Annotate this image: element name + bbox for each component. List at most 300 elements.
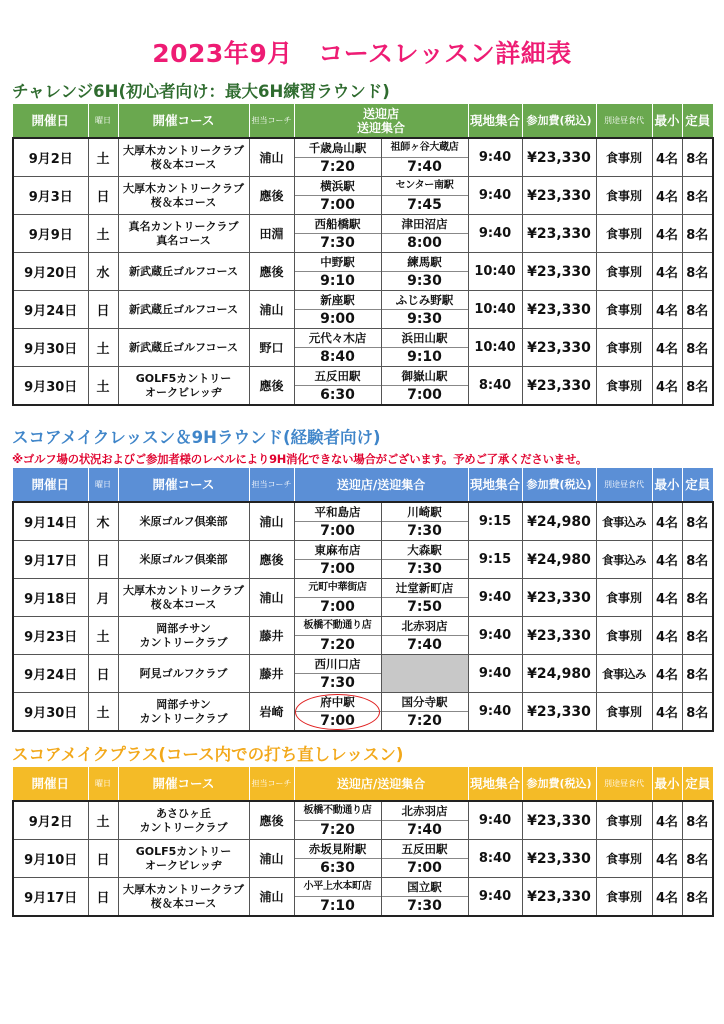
header-min: 最小 [652, 104, 682, 138]
table-row [13, 878, 713, 917]
capacity: 8名 [682, 367, 713, 406]
pickup-station: 祖師ヶ谷大蔵店 [382, 139, 468, 158]
coach-name: 浦山 [249, 502, 294, 541]
capacity: 8名 [682, 502, 713, 541]
header-fee: 参加費(税込) [522, 767, 596, 801]
header-day: 曜日 [88, 468, 118, 502]
pickup-2 [381, 329, 468, 367]
coach-name: 應後 [249, 253, 294, 291]
table-row [13, 541, 713, 579]
event-date: 9月20日 [13, 253, 88, 291]
fee: ¥24,980 [522, 541, 596, 579]
pickup-time: 7:30 [407, 523, 442, 539]
capacity: 8名 [682, 693, 713, 732]
weekday: 土 [88, 215, 118, 253]
header-meet: 現地集合 [468, 468, 522, 502]
meal-note: 食事別 [596, 878, 652, 917]
pickup-time: 7:10 [320, 898, 355, 914]
pickup-station: 西川口店 [295, 655, 381, 674]
meet-time: 9:40 [468, 693, 522, 732]
pickup-station: 国分寺駅 [382, 693, 468, 712]
pickup-stack [295, 802, 381, 839]
course-line2: 桜＆本コース [150, 896, 217, 910]
pickup-stack [382, 253, 468, 290]
coach-name: 野口 [249, 329, 294, 367]
weekday: 土 [88, 801, 118, 840]
pickup-station: 国立駅 [382, 878, 468, 897]
schedule-table [12, 104, 714, 406]
course-line2: オークビレッヂ [145, 858, 222, 872]
pickup-station: 辻堂新町店 [382, 579, 468, 598]
pickup-station: 川崎駅 [382, 503, 468, 522]
capacity: 8名 [682, 801, 713, 840]
coach-name: 應後 [249, 541, 294, 579]
min-people: 4名 [652, 215, 682, 253]
course-line1: 米原ゴルフ倶楽部 [139, 552, 228, 566]
pickup-time: 8:40 [320, 349, 355, 365]
pickup-1 [294, 693, 381, 732]
course-name [118, 878, 249, 917]
course-line2: 桜＆本コース [150, 195, 217, 209]
course-line1: 新武蔵丘ゴルフコース [129, 264, 238, 278]
header-meal: 別途昼食代 [596, 104, 652, 138]
pickup-stack [382, 139, 468, 176]
pickup-time: 7:00 [407, 387, 442, 403]
section-title: スコアメイクレッスン＆9Hラウンド(経験者向け) [12, 428, 381, 447]
course-line1: 大厚木カントリークラブ [123, 882, 244, 896]
event-date: 9月30日 [13, 329, 88, 367]
pickup-2 [381, 617, 468, 655]
header-course: 開催コース [118, 767, 249, 801]
pickup-2 [381, 579, 468, 617]
weekday: 日 [88, 878, 118, 917]
course-line2: オークビレッヂ [145, 385, 222, 399]
pickup-1 [294, 541, 381, 579]
header-day: 曜日 [88, 104, 118, 138]
pickup-station: 東麻布店 [295, 541, 381, 560]
meet-time: 10:40 [468, 329, 522, 367]
pickup-stack [295, 253, 381, 290]
fee: ¥23,330 [522, 579, 596, 617]
pickup-stack [295, 840, 381, 877]
course-line1: 阿見ゴルフクラブ [139, 666, 228, 680]
pickup-time: 8:00 [407, 235, 442, 251]
meet-time: 9:40 [468, 177, 522, 215]
pickup-1 [294, 655, 381, 693]
course-line1: 新武蔵丘ゴルフコース [129, 340, 238, 354]
meet-time: 9:40 [468, 878, 522, 917]
fee: ¥23,330 [522, 840, 596, 878]
coach-name: 浦山 [249, 291, 294, 329]
meet-time: 10:40 [468, 253, 522, 291]
fee: ¥24,980 [522, 502, 596, 541]
event-date: 9月24日 [13, 655, 88, 693]
meal-note: 食事別 [596, 177, 652, 215]
pickup-stack [295, 878, 381, 915]
pickup-time: 7:45 [407, 197, 442, 213]
fee: ¥23,330 [522, 617, 596, 655]
pickup-2 [381, 878, 468, 917]
meet-time: 9:40 [468, 215, 522, 253]
meet-time: 9:40 [468, 617, 522, 655]
coach-name: 應後 [249, 801, 294, 840]
course-line1: 米原ゴルフ倶楽部 [139, 514, 228, 528]
course-name [118, 840, 249, 878]
header-pickup [294, 104, 468, 138]
table-row [13, 329, 713, 367]
pickup-station: センター南駅 [382, 177, 468, 196]
table-row [13, 801, 713, 840]
pickup-time: 7:20 [320, 822, 355, 838]
min-people: 4名 [652, 502, 682, 541]
pickup-1 [294, 801, 381, 840]
min-people: 4名 [652, 177, 682, 215]
pickup-station: 千歳烏山駅 [295, 139, 381, 158]
capacity: 8名 [682, 138, 713, 177]
course-name [118, 215, 249, 253]
capacity: 8名 [682, 329, 713, 367]
weekday: 木 [88, 502, 118, 541]
coach-name: 藤井 [249, 655, 294, 693]
schedule-table [12, 468, 714, 732]
fee: ¥23,330 [522, 138, 596, 177]
course-line2: 真名コース [156, 233, 211, 247]
pickup-stack [382, 291, 468, 328]
section-title: スコアメイクプラス(コース内での打ち直しレッスン) [12, 745, 404, 764]
table-row [13, 138, 713, 177]
header-pickup [294, 767, 468, 801]
pickup-time: 7:00 [320, 197, 355, 213]
meet-time: 9:40 [468, 801, 522, 840]
weekday: 日 [88, 541, 118, 579]
coach-name: 浦山 [249, 840, 294, 878]
meet-time: 9:40 [468, 655, 522, 693]
course-name [118, 502, 249, 541]
pickup-station: 西船橋駅 [295, 215, 381, 234]
min-people: 4名 [652, 291, 682, 329]
coach-name: 浦山 [249, 138, 294, 177]
min-people: 4名 [652, 367, 682, 406]
min-people: 4名 [652, 693, 682, 732]
fee: ¥24,980 [522, 655, 596, 693]
pickup-stack [382, 617, 468, 654]
event-date: 9月2日 [13, 138, 88, 177]
fee: ¥23,330 [522, 177, 596, 215]
course-line2: カントリークラブ [139, 711, 228, 725]
weekday: 土 [88, 329, 118, 367]
meet-time: 9:40 [468, 579, 522, 617]
min-people: 4名 [652, 253, 682, 291]
course-line2: カントリークラブ [139, 820, 228, 834]
table-row [13, 655, 713, 693]
meal-note: 食事別 [596, 291, 652, 329]
meal-note: 食事別 [596, 215, 652, 253]
pickup-2 [381, 840, 468, 878]
section-note: ※ゴルフ場の状況およびご参加者様のレベルにより9H消化できない場合がございます。予めご了承くださいませ。 [12, 452, 588, 466]
pickup-time: 7:00 [320, 523, 355, 539]
coach-name: 應後 [249, 177, 294, 215]
pickup-stack [295, 503, 381, 540]
pickup-stack [295, 291, 381, 328]
pickup-time: 7:30 [320, 235, 355, 251]
pickup-stack [382, 840, 468, 877]
course-name [118, 801, 249, 840]
header-meet: 現地集合 [468, 767, 522, 801]
section-title: チャレンジ6H(初心者向け：最大6H練習ラウンド) [12, 82, 390, 101]
pickup-2 [381, 215, 468, 253]
pickup-time: 7:30 [407, 561, 442, 577]
event-date: 9月24日 [13, 291, 88, 329]
pickup-stack [382, 177, 468, 214]
pickup-2 [381, 801, 468, 840]
pickup-time: 7:50 [407, 599, 442, 615]
weekday: 土 [88, 138, 118, 177]
event-date: 9月17日 [13, 541, 88, 579]
pickup-1 [294, 502, 381, 541]
pickup-stack [295, 693, 381, 730]
pickup-2 [381, 291, 468, 329]
min-people: 4名 [652, 617, 682, 655]
pickup-station: 御嶽山駅 [382, 367, 468, 386]
course-line2: カントリークラブ [139, 635, 228, 649]
header-coach: 担当コーチ [249, 767, 294, 801]
fee: ¥23,330 [522, 801, 596, 840]
capacity: 8名 [682, 878, 713, 917]
header-meet: 現地集合 [468, 104, 522, 138]
pickup-time: 6:30 [320, 860, 355, 876]
fee: ¥23,330 [522, 367, 596, 406]
min-people: 4名 [652, 655, 682, 693]
capacity: 8名 [682, 541, 713, 579]
coach-name: 田淵 [249, 215, 294, 253]
weekday: 日 [88, 655, 118, 693]
course-line1: 大厚木カントリークラブ [123, 143, 244, 157]
capacity: 8名 [682, 617, 713, 655]
header-min: 最小 [652, 468, 682, 502]
course-name [118, 367, 249, 406]
weekday: 月 [88, 579, 118, 617]
pickup-2 [381, 253, 468, 291]
meal-note: 食事別 [596, 329, 652, 367]
header-pickup-line2: 送迎集合 [357, 120, 406, 135]
fee: ¥23,330 [522, 878, 596, 917]
meet-time: 8:40 [468, 840, 522, 878]
pickup-stack [295, 215, 381, 252]
meet-time: 9:15 [468, 502, 522, 541]
header-cap: 定員 [685, 476, 711, 492]
pickup-stack [295, 617, 381, 654]
course-line1: 岡部チサン [156, 621, 211, 635]
capacity: 8名 [682, 177, 713, 215]
pickup-stack [295, 579, 381, 616]
meal-note: 食事込み [596, 541, 652, 579]
min-people: 4名 [652, 541, 682, 579]
pickup-time: 9:00 [320, 311, 355, 327]
section-score-make-plus [12, 743, 712, 917]
header-date: 開催日 [13, 767, 88, 801]
pickup-2 [381, 693, 468, 732]
course-line1: 新武蔵丘ゴルフコース [129, 302, 238, 316]
course-name [118, 617, 249, 655]
meal-note: 食事込み [596, 502, 652, 541]
table-row [13, 617, 713, 655]
header-day: 曜日 [88, 767, 118, 801]
weekday: 日 [88, 177, 118, 215]
fee: ¥23,330 [522, 253, 596, 291]
pickup-time: 7:30 [320, 675, 355, 691]
pickup-stack [295, 139, 381, 176]
header-date: 開催日 [13, 468, 88, 502]
pickup-1 [294, 329, 381, 367]
table-row [13, 367, 713, 406]
meet-time: 9:15 [468, 541, 522, 579]
header-min: 最小 [652, 767, 682, 801]
capacity: 8名 [682, 253, 713, 291]
table-row [13, 840, 713, 878]
header-pickup [294, 468, 468, 502]
pickup-2 [381, 138, 468, 177]
meal-note: 食事別 [596, 253, 652, 291]
meal-note: 食事別 [596, 367, 652, 406]
pickup-1 [294, 138, 381, 177]
page-title: 2023年9月 コースレッスン詳細表 [152, 39, 572, 68]
course-line1: 真名カントリークラブ [128, 219, 239, 233]
fee: ¥23,330 [522, 291, 596, 329]
pickup-2 [381, 541, 468, 579]
pickup-2 [381, 502, 468, 541]
min-people: 4名 [652, 840, 682, 878]
pickup-station: 板橋不動通り店 [295, 617, 381, 636]
event-date: 9月3日 [13, 177, 88, 215]
event-date: 9月17日 [13, 878, 88, 917]
course-name [118, 329, 249, 367]
table-row [13, 215, 713, 253]
pickup-station: 元代々木店 [295, 329, 381, 348]
pickup-station: 横浜駅 [295, 177, 381, 196]
pickup-time: 6:30 [320, 387, 355, 403]
course-line1: 大厚木カントリークラブ [123, 583, 244, 597]
pickup-empty [381, 655, 468, 693]
course-name [118, 253, 249, 291]
capacity: 8名 [682, 840, 713, 878]
pickup-stack [382, 541, 468, 578]
weekday: 日 [88, 291, 118, 329]
pickup-stack [382, 802, 468, 839]
pickup-time: 7:20 [320, 637, 355, 653]
section-challenge-6h [12, 80, 712, 406]
header-meal: 別途昼食代 [596, 767, 652, 801]
event-date: 9月23日 [13, 617, 88, 655]
table-row [13, 579, 713, 617]
event-date: 9月14日 [13, 502, 88, 541]
min-people: 4名 [652, 329, 682, 367]
fee: ¥23,330 [522, 215, 596, 253]
capacity: 8名 [682, 655, 713, 693]
course-line2: 桜＆本コース [150, 157, 217, 171]
min-people: 4名 [652, 579, 682, 617]
course-name [118, 655, 249, 693]
pickup-stack [295, 655, 381, 692]
capacity: 8名 [682, 579, 713, 617]
pickup-1 [294, 177, 381, 215]
pickup-2 [381, 367, 468, 406]
pickup-time: 7:40 [407, 637, 442, 653]
min-people: 4名 [652, 878, 682, 917]
pickup-time: 9:30 [407, 273, 442, 289]
pickup-time: 7:30 [407, 898, 442, 914]
meal-note: 食事別 [596, 801, 652, 840]
pickup-station: 練馬駅 [382, 253, 468, 272]
pickup-stack [295, 367, 381, 404]
meal-note: 食事込み [596, 655, 652, 693]
pickup-stack [382, 329, 468, 366]
pickup-stack [382, 215, 468, 252]
course-line1: あさひヶ丘 [156, 806, 211, 820]
pickup-time: 7:20 [320, 159, 355, 175]
meet-time: 10:40 [468, 291, 522, 329]
pickup-stack [382, 579, 468, 616]
course-name [118, 138, 249, 177]
pickup-station: 大森駅 [382, 541, 468, 560]
capacity: 8名 [682, 291, 713, 329]
pickup-station: 五反田駅 [382, 840, 468, 859]
header-cap: 定員 [685, 112, 711, 128]
header-cap: 定員 [685, 775, 711, 791]
table-row [13, 693, 713, 732]
pickup-time: 9:30 [407, 311, 442, 327]
pickup-1 [294, 878, 381, 917]
header-coach: 担当コーチ [249, 468, 294, 502]
header-fee: 参加費(税込) [522, 104, 596, 138]
course-line2: 桜＆本コース [150, 597, 217, 611]
table-row [13, 502, 713, 541]
pickup-station: 新座駅 [295, 291, 381, 310]
capacity: 8名 [682, 215, 713, 253]
pickup-1 [294, 579, 381, 617]
course-name [118, 541, 249, 579]
header-meal: 別途昼食代 [596, 468, 652, 502]
pickup-1 [294, 253, 381, 291]
coach-name: 浦山 [249, 579, 294, 617]
fee: ¥23,330 [522, 693, 596, 732]
pickup-station: 元町中華街店 [295, 579, 381, 598]
pickup-time: 7:00 [407, 860, 442, 876]
pickup-stack [382, 503, 468, 540]
table-row [13, 291, 713, 329]
pickup-station: 小平上水本町店 [295, 878, 381, 897]
pickup-stack [382, 367, 468, 404]
weekday: 土 [88, 617, 118, 655]
weekday: 日 [88, 840, 118, 878]
course-line1: GOLF5カントリー [135, 844, 232, 858]
table-row [13, 177, 713, 215]
header-pickup-line1: 送迎店/送迎集合 [336, 776, 426, 791]
coach-name: 應後 [249, 367, 294, 406]
pickup-station: 五反田駅 [295, 367, 381, 386]
pickup-1 [294, 291, 381, 329]
pickup-station: 津田沼店 [382, 215, 468, 234]
coach-name: 浦山 [249, 878, 294, 917]
pickup-1 [294, 840, 381, 878]
header-pickup-line1: 送迎店/送迎集合 [336, 477, 426, 492]
course-line1: 岡部チサン [156, 697, 211, 711]
event-date: 9月30日 [13, 367, 88, 406]
course-name [118, 291, 249, 329]
pickup-time: 7:00 [320, 561, 355, 577]
fee: ¥23,330 [522, 329, 596, 367]
event-date: 9月30日 [13, 693, 88, 732]
header-date: 開催日 [13, 104, 88, 138]
